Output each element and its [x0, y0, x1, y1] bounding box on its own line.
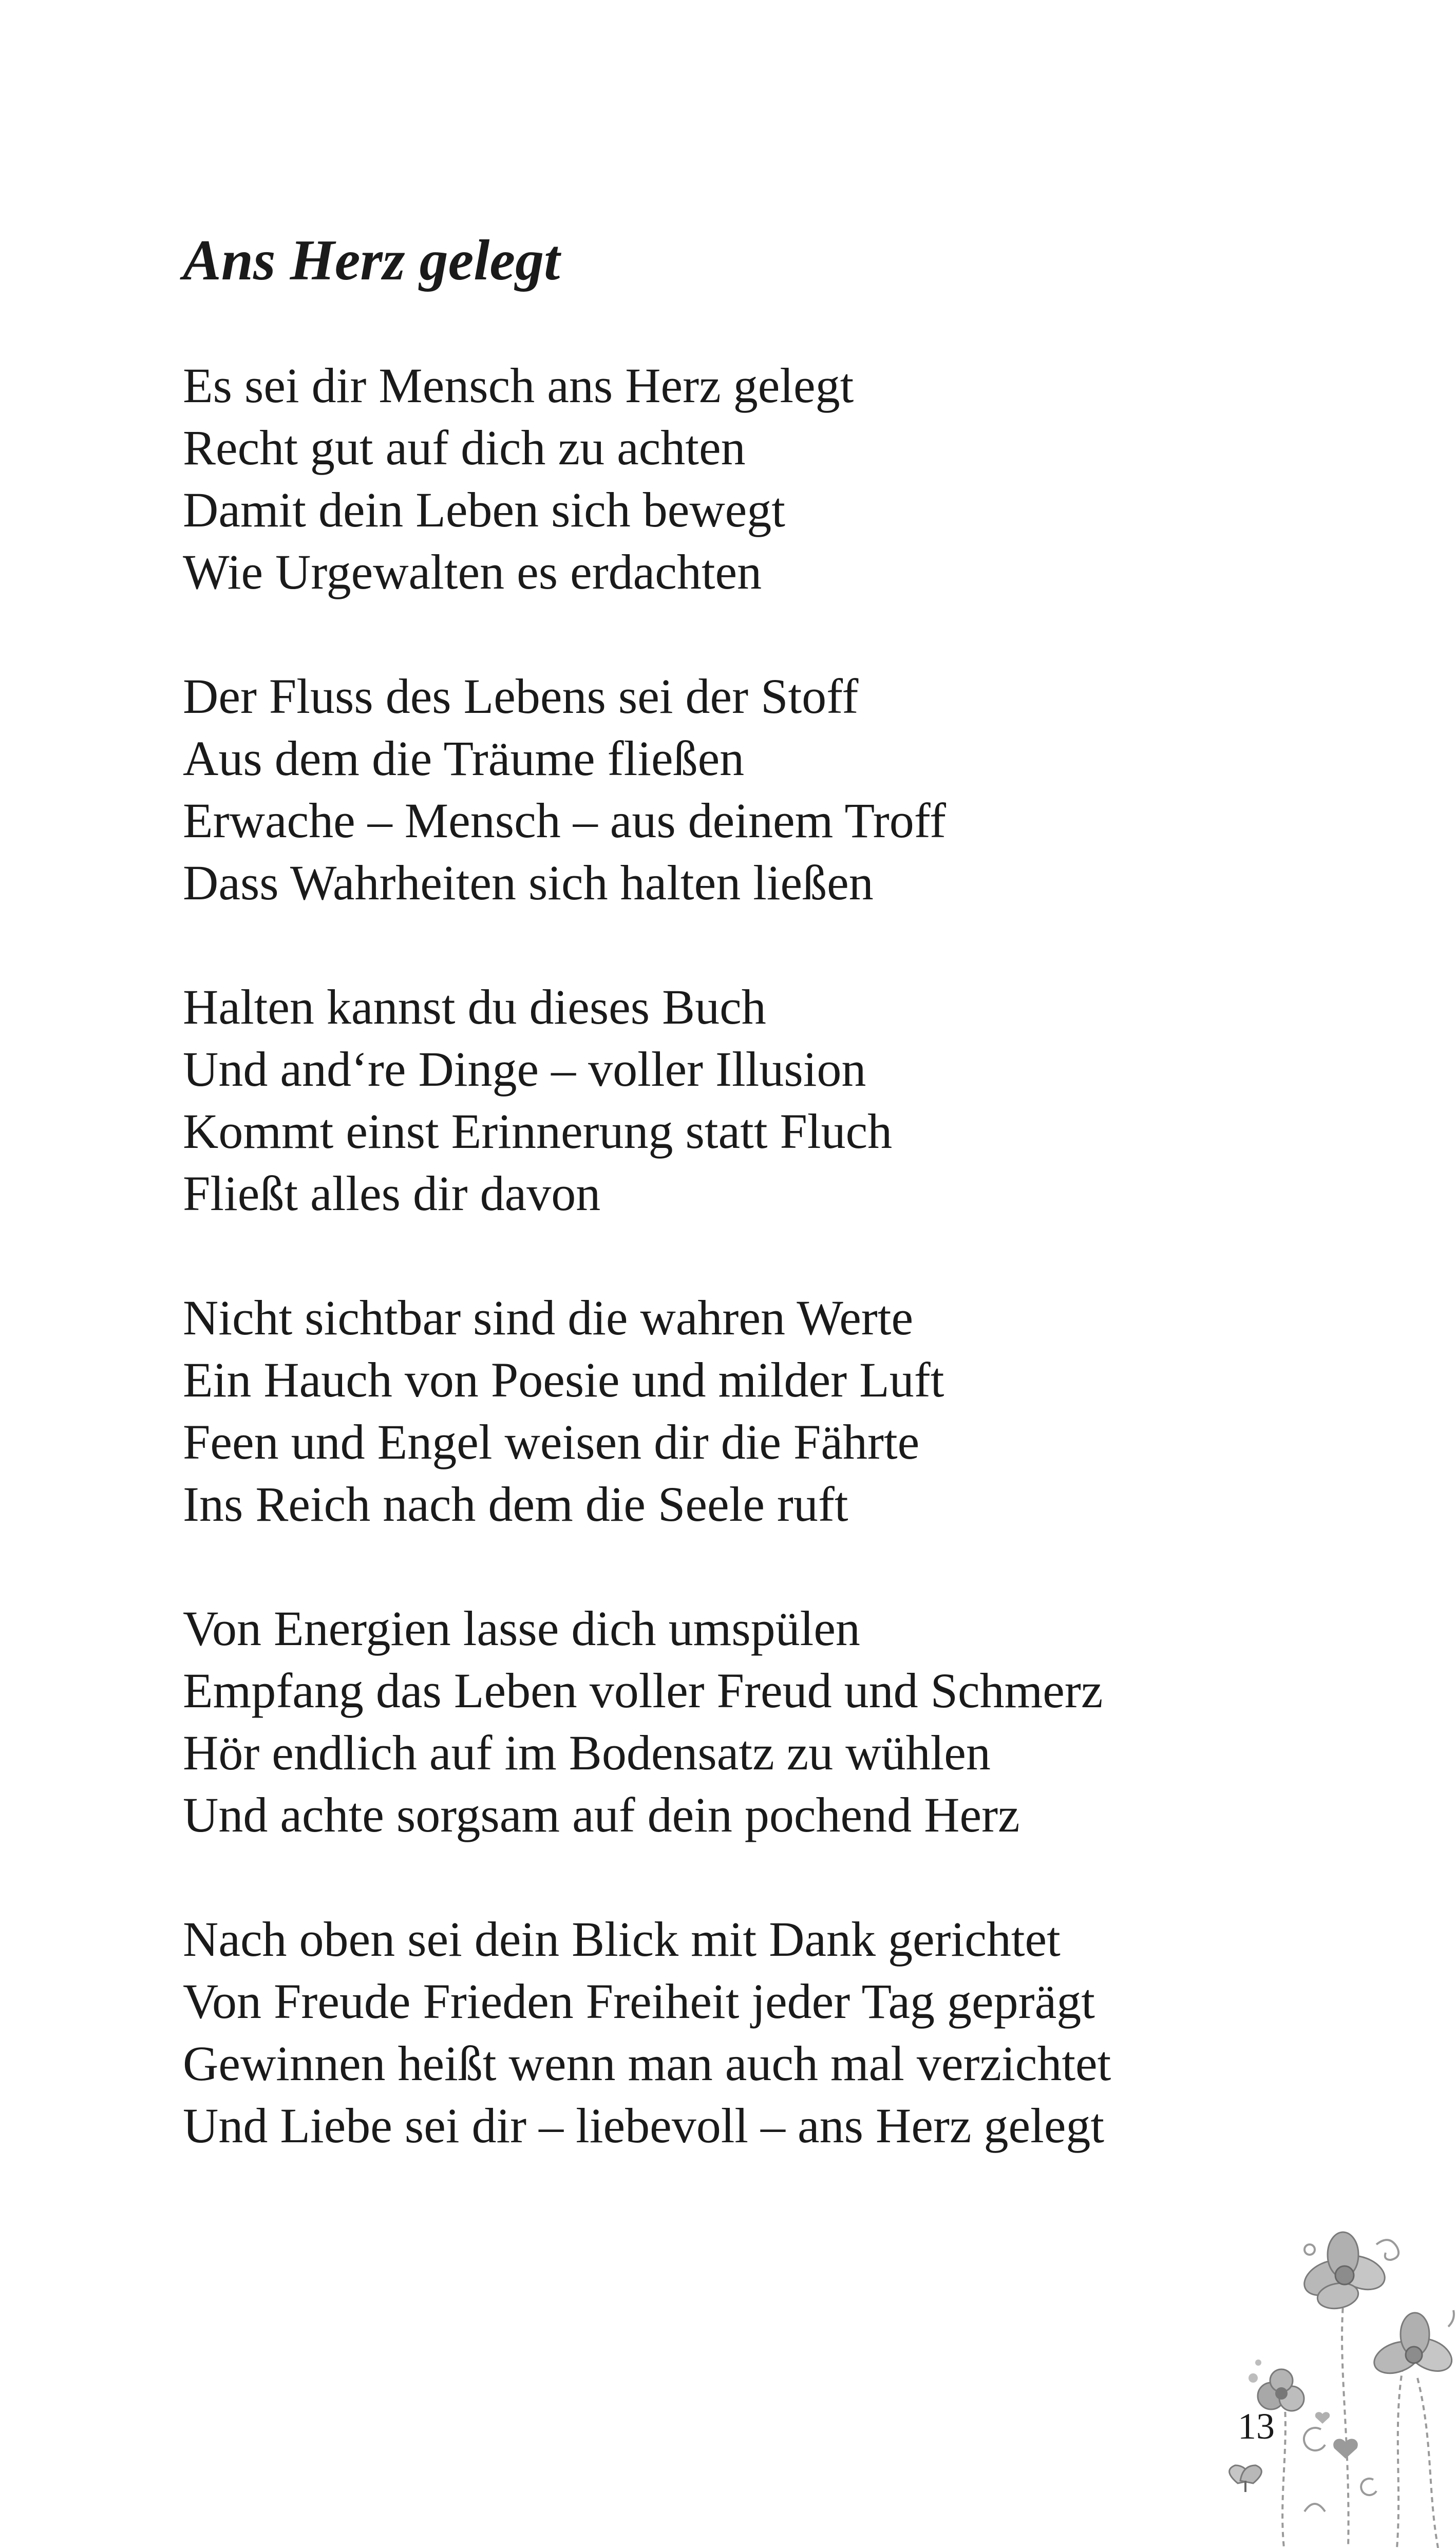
poem-line: Und achte sorgsam auf dein pochend Herz — [183, 1787, 1020, 1842]
poem-line: Damit dein Leben sich bewegt — [183, 482, 785, 537]
poem-body — [183, 354, 1261, 2219]
poem-line: Ein Hauch von Poesie und milder Luft — [183, 1352, 944, 1407]
poem-line: Halten kannst du dieses Buch — [183, 979, 766, 1034]
poem-line: Kommt einst Erinnerung statt Fluch — [183, 1104, 893, 1159]
poem-line: Empfang das Leben voller Freud und Schmerz — [183, 1663, 1103, 1718]
poem-line: Wie Urgewalten es erdachten — [183, 544, 762, 599]
poem-line: Von Energien lasse dich umspülen — [183, 1601, 860, 1656]
poem-line: Gewinnen heißt wenn man auch mal verzichtet — [183, 2036, 1111, 2091]
stanza — [183, 1908, 1261, 2157]
page-number: 13 — [1238, 2406, 1275, 2447]
stanza — [183, 976, 1261, 1224]
poem-line: Dass Wahrheiten sich halten ließen — [183, 855, 874, 910]
stanza — [183, 1597, 1261, 1846]
stanza — [183, 354, 1261, 603]
flower-icon-left — [1249, 2360, 1304, 2411]
butterfly-icon — [1230, 2465, 1262, 2492]
poem-line: Aus dem die Träume fließen — [183, 731, 745, 786]
poem-line: Erwache – Mensch – aus deinem Troff — [183, 793, 946, 848]
poem-line: Fließt alles dir davon — [183, 1166, 601, 1221]
poem-line: Ins Reich nach dem die Seele ruft — [183, 1477, 848, 1532]
flower-butterfly-ornament-icon — [1222, 2224, 1456, 2548]
flower-icon-top — [1299, 2232, 1398, 2312]
poem-line: Und Liebe sei dir – liebevoll – ans Herz gelegt — [183, 2098, 1105, 2153]
flower-icon-right — [1370, 2310, 1456, 2379]
poem-line: Und and‘re Dinge – voller Illusion — [183, 1042, 866, 1097]
poem-line: Nach oben sei dein Blick mit Dank gerichtet — [183, 1912, 1061, 1967]
poem-line: Recht gut auf dich zu achten — [183, 420, 746, 475]
poem-line: Nicht sichtbar sind die wahren Werte — [183, 1290, 914, 1345]
stanza — [183, 665, 1261, 914]
heart-icon — [1315, 2412, 1330, 2424]
poem-line: Es sei dir Mensch ans Herz gelegt — [183, 358, 854, 413]
poem-line: Hör endlich auf im Bodensatz zu wühlen — [183, 1725, 991, 1780]
poem-line: Von Freude Frieden Freiheit jeder Tag geprägt — [183, 1974, 1095, 2029]
stanza — [183, 1287, 1261, 1535]
poem-line: Der Fluss des Lebens sei der Stoff — [183, 669, 859, 724]
poem-title: Ans Herz gelegt — [183, 229, 560, 292]
poem-line: Feen und Engel weisen dir die Fährte — [183, 1414, 920, 1469]
